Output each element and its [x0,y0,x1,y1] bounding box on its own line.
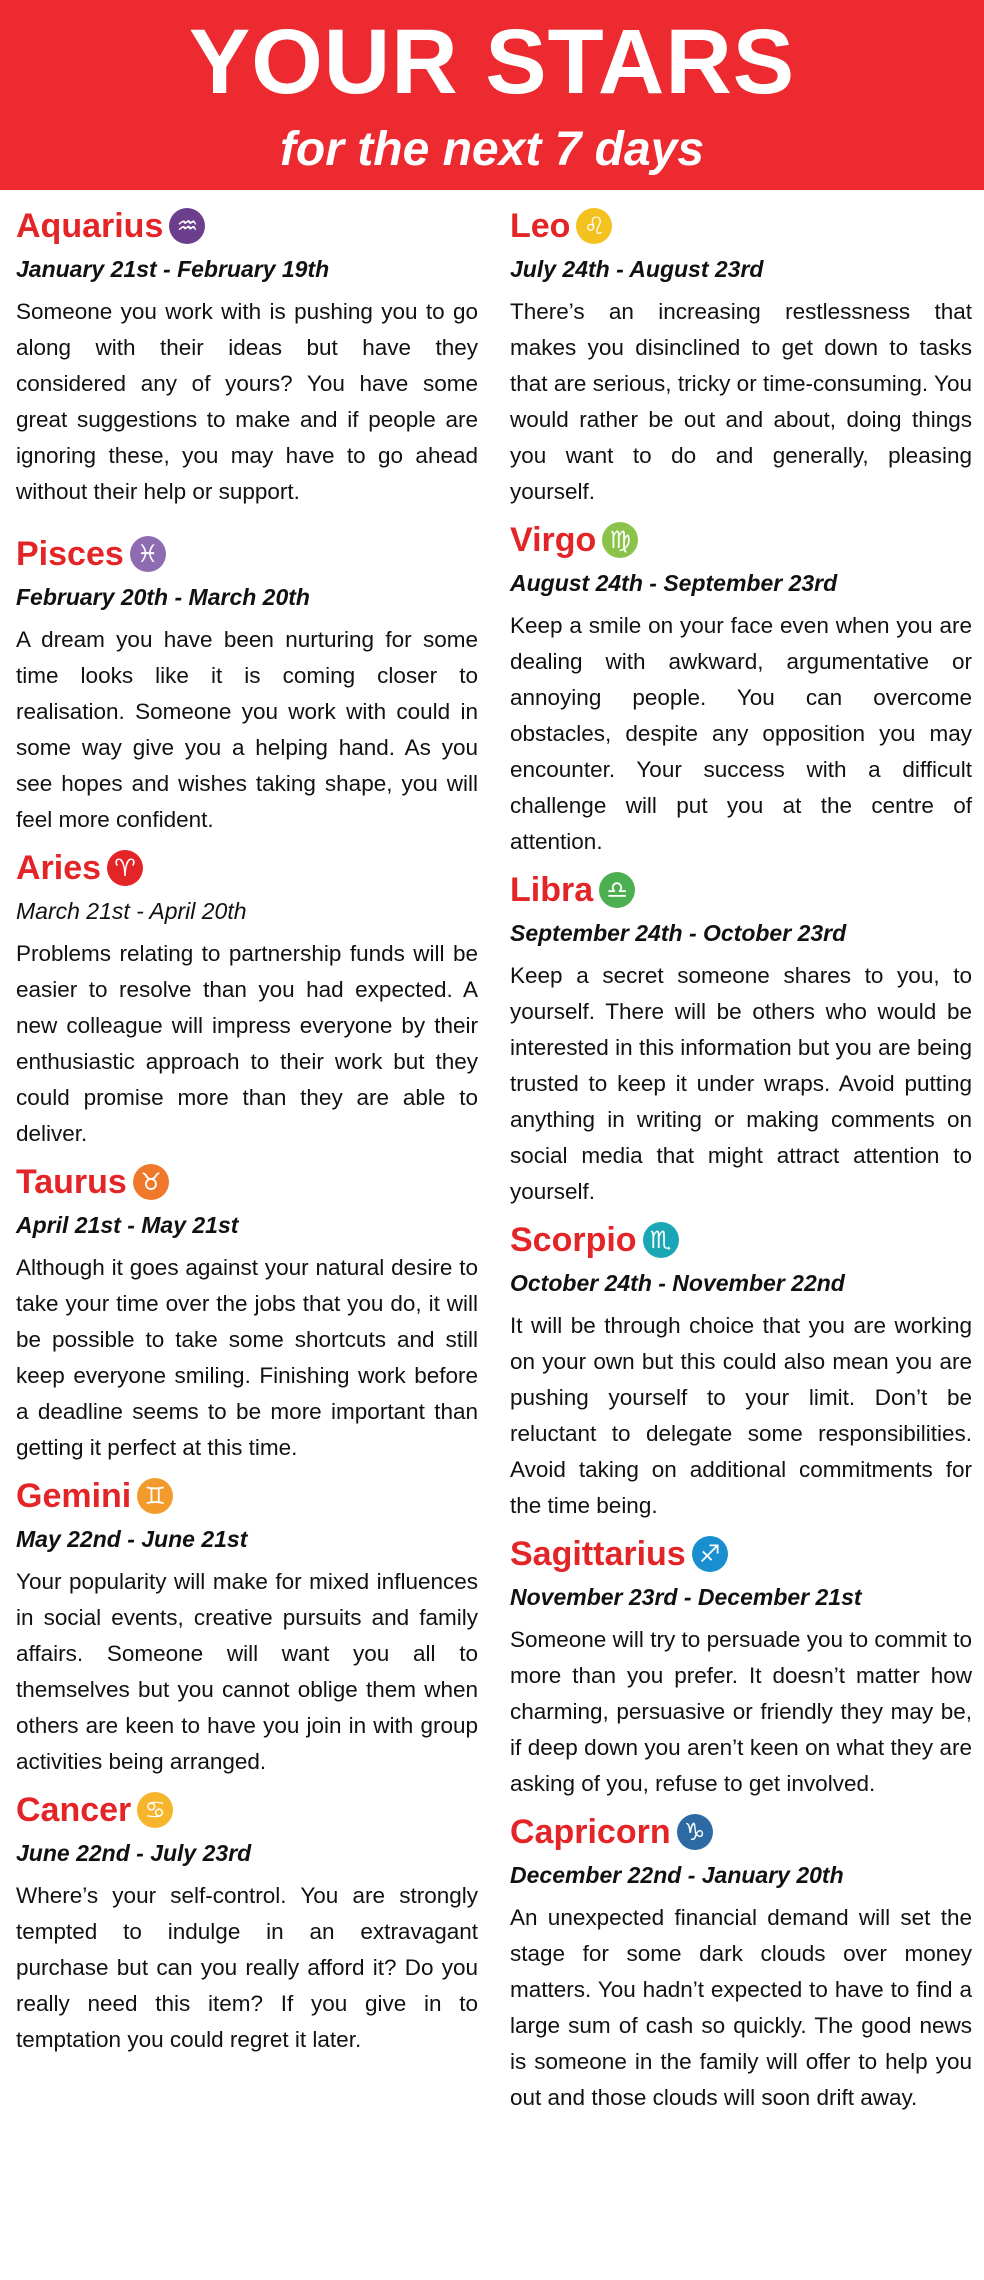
page-title: YOUR STARS [188,11,796,113]
sign-name: Taurus [16,1163,127,1201]
cancer-icon: ♋ [137,1792,173,1828]
sign-dates: August 24th - September 23rd [510,570,838,596]
sign-text: An unexpected financial demand will set the stage for some dark clouds over money matters. You hadn’t expected to have to find a large sum of cash so quickly. The good news is someone in the family will offer to help you out and those clouds will soon drift away. [510,1905,972,2110]
sign-text: Problems relating to partnership funds will be easier to resolve than you had expected. A new colleague will impress everyone by their enthusiastic approach to their work but they could promise more than they are able to deliver. [16,941,478,1146]
capricorn-icon: ♑ [677,1814,713,1850]
scorpio-icon: ♏ [643,1222,679,1258]
sign-name: Capricorn [510,1813,671,1851]
libra-icon: ♎ [599,872,635,908]
pisces-icon: ♓ [130,536,166,572]
left-column [16,200,478,2058]
sign-aquarius [16,200,478,510]
sign-text: Where’s your self-control. You are strongly tempted to indulge in an extravagant purchase but can you really afford it? Do you really need this item? If you give in to temptation you could regret it later. [16,1883,478,2052]
sign-name: Pisces [16,535,124,573]
sign-name: Aquarius [16,207,164,245]
sign-text: Keep a smile on your face even when you are dealing with awkward, argumentative or annoying people. You can overcome obstacles, despite any opposition you may encounter. Your success with a difficult challenge will put you at the centre of attention. [510,613,972,854]
sign-name: Sagittarius [510,1535,686,1573]
sign-text: Keep a secret someone shares to you, to yourself. There will be others who would be interested in this information but you are being trusted to keep it under wraps. Avoid putting anything in writing or making comments on social media that might attract attention to yourself. [510,963,972,1204]
sign-dates: April 21st - May 21st [16,1212,239,1238]
sign-scorpio [510,1214,972,1524]
sign-name: Gemini [16,1477,132,1515]
sign-name: Virgo [510,521,597,559]
sign-cancer [16,1784,478,2058]
sign-dates: June 22nd - July 23rd [16,1840,252,1866]
sign-dates: July 24th - August 23rd [510,256,764,282]
sign-dates: January 21st - February 19th [16,256,330,282]
sign-leo [510,200,972,510]
aquarius-icon: ♒ [169,208,205,244]
sign-name: Aries [16,849,102,887]
sign-dates: May 22nd - June 21st [16,1526,248,1552]
sign-name: Leo [510,207,571,245]
sign-dates: December 22nd - January 20th [510,1862,844,1888]
sign-text: Someone you work with is pushing you to go along with their ideas but have they considered any of yours? You have some great suggestions to make and if people are ignoring these, you may have to go ahead without their help or support. [16,299,478,504]
sign-virgo [510,514,972,860]
sagittarius-icon: ♐ [692,1536,728,1572]
sign-aries [16,842,478,1152]
sign-name: Scorpio [510,1221,637,1259]
taurus-icon: ♉ [133,1164,169,1200]
sign-text: Someone will try to persuade you to commit to more than you prefer. It doesn’t matter how charming, persuasive or friendly they may be, if deep down you aren’t keen on what they are asking of you, refuse to get involved. [510,1627,972,1796]
sign-pisces [16,528,478,838]
sign-gemini [16,1470,478,1780]
sign-dates: February 20th - March 20th [16,584,310,610]
sign-dates: September 24th - October 23rd [510,920,847,946]
aries-icon: ♈ [107,850,143,886]
sign-taurus [16,1156,478,1466]
sign-text: A dream you have been nurturing for some time looks like it is coming closer to realisation. Someone you work with could in some way give you a helping hand. As you see hopes and wishes taking shape, you will feel more confident. [16,627,478,832]
right-column [510,200,972,2116]
sign-name: Cancer [16,1791,132,1829]
sign-text: It will be through choice that you are working on your own but this could also mean you are pushing yourself to your limit. Don’t be reluctant to delegate some responsibilities. Avoid taking on additional commitments for the time being. [510,1313,972,1518]
sign-text: Your popularity will make for mixed influences in social events, creative pursuits and family affairs. Someone will want you all to themselves but you cannot oblige them when others are keen to have you join in with group activities being arranged. [16,1569,478,1774]
sign-name: Libra [510,871,594,909]
virgo-icon: ♍ [602,522,638,558]
sign-text: There’s an increasing restlessness that makes you disinclined to get down to tasks that are serious, tricky or time-consuming. You would rather be out and about, doing things you want to do and generally, pleasing yourself. [510,299,972,504]
sign-dates: October 24th - November 22nd [510,1270,845,1296]
sign-dates: March 21st - April 20th [16,898,247,924]
leo-icon: ♌ [576,208,612,244]
sign-dates: November 23rd - December 21st [510,1584,862,1610]
header-banner [0,0,984,190]
sign-sagittarius [510,1528,972,1802]
gemini-icon: ♊ [137,1478,173,1514]
sign-libra [510,864,972,1210]
sign-text: Although it goes against your natural desire to take your time over the jobs that you do, it will be possible to take some shortcuts and still keep everyone smiling. Finishing work before a deadline seems to be more important than getting it perfect at this time. [16,1255,478,1460]
sign-capricorn [510,1806,972,2116]
page-subtitle: for the next 7 days [279,123,705,176]
